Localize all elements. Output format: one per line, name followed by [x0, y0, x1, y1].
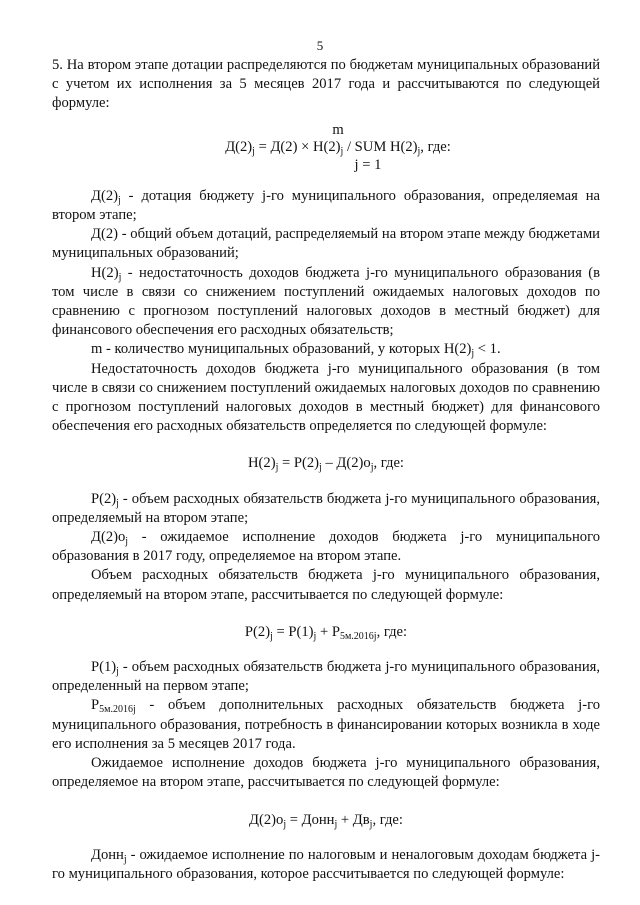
formula-1-upper-limit: m [332, 121, 344, 138]
definition-p1j: $Р(1)_j$ - объем расходных обязательств бюджета j-го муниципального образования, определенный на первом этапе; [52, 659, 600, 695]
formula-3: $Р(2)_j = Р(1)_j + Р_{5м.2016j}$, где: [244, 623, 408, 642]
page-number: 5 [316, 38, 324, 53]
formula-1-lower-limit: j = 1 [354, 156, 382, 173]
formula-4: $Д(2)о_j$ = Донн$_j$ + $Дв_j$, где: [249, 811, 403, 830]
definition-d2: Д(2) - общий объем дотаций, распределяемый на втором этапе между бюджетами муниципальных образований; [52, 226, 600, 262]
definition-d2j: $Д(2)_j$ - дотация бюджету j-го муниципального образования, определяемая на втором этапе; [52, 187, 600, 224]
document-body [52, 56, 600, 884]
definition-donnj: Донн$_j$ - ожидаемое исполнение по налоговым и неналоговым доходам бюджета j-го муниципального образования, которое рассчитывается по следующей формуле: [52, 846, 600, 882]
definition-m: m - количество муниципальных образований, у которых $Н(2)_j < 1$. [91, 341, 501, 360]
paragraph-expected: Ожидаемое исполнение доходов бюджета j-го муниципального образования, определяемое на втором этапе, рассчитывается по следующей формуле: [52, 755, 600, 791]
intro-text: 5. На втором этапе дотации распределяются по бюджетам муниципальных образований с учетом их исполнения за 5 месяцев 2017 года и рассчитываются по следующей формуле: [52, 57, 600, 112]
paragraph-intro [52, 56, 600, 114]
definition-p2j: $Р(2)_j$ - объем расходных обязательств бюджета j-го муниципального образования, определяемый на втором этапе; [52, 490, 600, 526]
paragraph-insufficiency: Недостаточность доходов бюджета j-го муниципального образования (в том числе в связи со снижением поступлений ожидаемых налоговых доходов по сравнению с прогнозом поступлений налоговых доходов в местный бюджет) для финансового обеспечения его расходных обязательств определяется по следующей формуле: [52, 360, 600, 435]
definition-d2oj: $Д(2)о_j$ - ожидаемое исполнение доходов бюджета j-го муниципального образования в 2017 году, определяемое на втором этапе. [52, 529, 600, 565]
definition-p5m2016j: $Р_{5м.2016j}$ - объем дополнительных расходных обязательств бюджета j-го муниципального образования, потребность в финансировании которых возникла в ходе его исполнения за 5 месяцев 2017 года. [52, 697, 600, 752]
formula-2: $Н(2)_j = Р(2)_j - Д(2)о_j$, где: [248, 455, 404, 474]
paragraph-volume: Объем расходных обязательств бюджета j-го муниципального образования, определяемый на втором этапе, рассчитывается по следующей формуле: [52, 567, 600, 603]
formula-1-main: $Д(2)_j = Д(2) \times Н(2)_j$ / SUM $Н(2)_j$, где: [225, 138, 451, 157]
formula-1 [76, 122, 600, 173]
definition-n2j: $Н(2)_j$ - недостаточность доходов бюджета j-го муниципального образования (в том числе в связи со снижением поступлений ожидаемых налоговых доходов по сравнению с прогнозом поступлений налоговых доходов в местный бюджет) для финансового обеспечения его расходных обязательств; [52, 264, 600, 339]
